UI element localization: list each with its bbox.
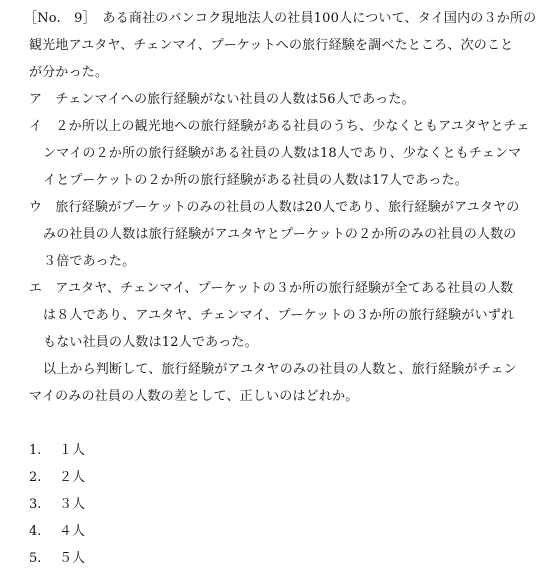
choice-number: 1. bbox=[29, 443, 42, 458]
choice-answer: ５人 bbox=[59, 551, 86, 566]
question-line: が分かった。 bbox=[29, 65, 109, 80]
condition-u-cont: ３倍であった。 bbox=[43, 254, 136, 269]
question-prompt: 以上から判断して、旅行経験がアユタヤのみの社員の人数と、旅行経験がチェン bbox=[43, 362, 517, 377]
condition-e: エ アユタヤ、チェンマイ、プーケットの３か所の旅行経験が全てある社員の人数 bbox=[29, 281, 514, 296]
choice-answer: ４人 bbox=[59, 524, 86, 539]
choice-number: 4. bbox=[29, 524, 42, 539]
condition-a: ア チェンマイへの旅行経験がない社員の人数は56人であった。 bbox=[29, 92, 415, 107]
question-line: ［No. 9］ ある商社のバンコク現地法人の社員100人について、タイ国内の３か所の bbox=[24, 11, 536, 26]
choice-5 bbox=[29, 551, 85, 567]
choice-number: 5. bbox=[29, 551, 42, 566]
condition-i-cont: イとプーケットの２か所の旅行経験がある社員の人数は17人であった。 bbox=[43, 173, 468, 188]
condition-e-cont: もない社員の人数は12人であった。 bbox=[43, 335, 258, 350]
choice-answer: ２人 bbox=[59, 470, 86, 485]
choice-1 bbox=[29, 443, 85, 459]
condition-e-cont: は８人であり、アユタヤ、チェンマイ、プーケットの３か所の旅行経験がいずれ bbox=[43, 308, 515, 323]
choice-number: 2. bbox=[29, 470, 42, 485]
question-line: 観光地アユタヤ、チェンマイ、プーケットへの旅行経験を調べたところ、次のこと bbox=[29, 38, 514, 53]
condition-i: イ ２か所以上の観光地への旅行経験がある社員のうち、少なくともアユタヤとチェ bbox=[29, 119, 530, 134]
condition-u-cont: みの社員の人数は旅行経験がアユタヤとプーケットの２か所のみの社員の人数の bbox=[43, 227, 517, 242]
question-prompt-cont: マイのみの社員の人数の差として、正しいのはどれか。 bbox=[29, 389, 359, 404]
choice-3 bbox=[29, 497, 85, 513]
choice-answer: ３人 bbox=[59, 497, 86, 512]
condition-i-cont: ンマイの２か所の旅行経験がある社員の人数は18人であり、少なくともチェンマ bbox=[43, 146, 522, 161]
choice-4 bbox=[29, 524, 85, 540]
choice-2 bbox=[29, 470, 85, 486]
choice-number: 3. bbox=[29, 497, 42, 512]
choice-answer: １人 bbox=[59, 443, 86, 458]
condition-u: ウ 旅行経験がプーケットのみの社員の人数は20人であり、旅行経験がアユタヤの bbox=[29, 200, 520, 215]
